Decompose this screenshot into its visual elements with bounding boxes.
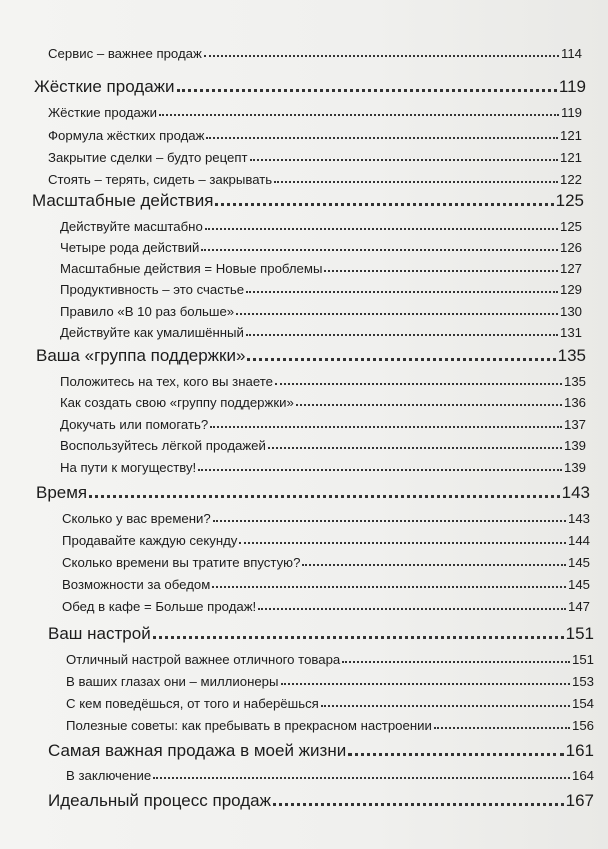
toc-chapter <box>34 77 586 97</box>
dot-leader <box>153 777 570 779</box>
toc-chapter <box>48 791 594 811</box>
toc-entry <box>62 532 590 548</box>
dot-leader <box>215 203 553 206</box>
toc-page-number: 137 <box>563 416 586 432</box>
toc-page-number: 136 <box>563 394 586 410</box>
toc-title: В ваших глазах они – миллионеры <box>66 673 279 689</box>
toc-chapter <box>36 346 586 366</box>
toc-page-number: 122 <box>559 171 582 187</box>
toc-page-number: 126 <box>559 239 582 255</box>
toc-entry <box>60 373 586 389</box>
toc-entry <box>66 651 594 667</box>
toc-title: Продавайте каждую секунду <box>62 532 238 548</box>
toc-chapter <box>32 191 584 211</box>
toc-page-number: 135 <box>557 346 586 365</box>
dot-leader <box>246 291 558 293</box>
toc-entry <box>60 260 582 276</box>
toc-entry <box>60 303 582 319</box>
toc-page-number: 145 <box>567 554 590 570</box>
toc-entry <box>48 127 582 143</box>
dot-leader <box>434 727 570 729</box>
toc-page-number: 131 <box>559 324 582 340</box>
dot-leader <box>153 636 564 639</box>
dot-leader <box>206 137 558 139</box>
toc-page-number: 156 <box>571 717 594 733</box>
toc-page-number: 119 <box>560 104 582 120</box>
toc-entry <box>60 239 582 255</box>
toc-title: Идеальный процесс продаж <box>48 791 271 810</box>
dot-leader <box>321 705 570 707</box>
toc-page-number: 114 <box>560 45 582 61</box>
toc-title: Отличный настрой важнее отличного товара <box>66 651 341 667</box>
toc-page-number: 121 <box>559 127 582 143</box>
toc-title: Правило «В 10 раз больше» <box>60 303 235 319</box>
toc-chapter <box>48 624 594 644</box>
toc-title: Закрытие сделки – будто рецепт <box>48 149 248 165</box>
dot-leader <box>324 270 558 272</box>
toc-title: Жёсткие продажи <box>48 104 158 120</box>
dot-leader <box>275 383 562 385</box>
dot-leader <box>177 89 557 92</box>
toc-title: Возможности за обедом <box>62 576 211 592</box>
dot-leader <box>296 404 562 406</box>
toc-entry <box>48 104 582 120</box>
toc-title: Ваша «группа поддержки» <box>36 346 246 365</box>
toc-page-number: 125 <box>555 191 584 210</box>
toc-page-number: 143 <box>561 483 590 502</box>
toc-title: Обед в кафе = Больше продаж! <box>62 598 257 614</box>
toc-page-number: 164 <box>571 767 594 783</box>
toc-entry <box>48 149 582 165</box>
toc-page-number: 154 <box>571 695 594 711</box>
dot-leader <box>204 55 559 57</box>
dot-leader <box>274 181 558 183</box>
toc-title: Сколько у вас времени? <box>62 510 211 526</box>
toc-title: Действуйте как умалишённый <box>60 324 244 340</box>
toc-entry <box>60 394 586 410</box>
toc-page-number: 143 <box>567 510 590 526</box>
dot-leader <box>213 520 566 522</box>
toc-title: Масштабные действия = Новые проблемы <box>60 260 323 276</box>
toc-title: Ваш настрой <box>48 624 151 643</box>
toc-title: Действуйте масштабно <box>60 218 203 234</box>
toc-page-number: 151 <box>565 624 594 643</box>
toc-page-number: 139 <box>563 437 586 453</box>
toc-page-number: 153 <box>571 673 594 689</box>
toc-page-number: 151 <box>571 651 594 667</box>
dot-leader <box>281 683 570 685</box>
toc-title: Жёсткие продажи <box>34 77 175 96</box>
toc-entry <box>60 324 582 340</box>
toc-title: Формула жёстких продаж <box>48 127 205 143</box>
toc-entry <box>60 281 582 297</box>
dot-leader <box>205 228 558 230</box>
toc-entry <box>60 437 586 453</box>
toc-title: На пути к могуществу! <box>60 459 197 475</box>
toc-entry <box>62 576 590 592</box>
toc-page-number: 130 <box>559 303 582 319</box>
dot-leader <box>89 495 559 498</box>
toc-page-number: 167 <box>565 791 594 810</box>
toc-title: Масштабные действия <box>32 191 214 210</box>
dot-leader <box>273 803 564 806</box>
dot-leader <box>342 661 570 663</box>
toc-entry <box>62 598 590 614</box>
toc-chapter <box>48 741 594 761</box>
dot-leader <box>159 114 559 116</box>
toc-entry <box>62 510 590 526</box>
dot-leader <box>198 469 562 471</box>
dot-leader <box>212 586 566 588</box>
dot-leader <box>247 358 555 361</box>
toc-page-number: 119 <box>558 77 586 96</box>
dot-leader <box>258 608 566 610</box>
toc-title: Четыре рода действий <box>60 239 200 255</box>
toc-page-number: 139 <box>563 459 586 475</box>
toc-entry <box>60 218 582 234</box>
toc-title: Время <box>36 483 88 502</box>
toc-page-number: 144 <box>567 532 590 548</box>
dot-leader <box>246 334 558 336</box>
toc-page-number: 135 <box>563 373 586 389</box>
toc-entry <box>48 45 582 61</box>
toc-page-number: 145 <box>567 576 590 592</box>
dot-leader <box>302 564 566 566</box>
dot-leader <box>268 447 562 449</box>
toc-page-number: 129 <box>559 281 582 297</box>
toc-title: Докучать или помогать? <box>60 416 209 432</box>
toc-title: С кем поведёшься, от того и наберёшься <box>66 695 319 711</box>
dot-leader <box>236 313 558 315</box>
toc-title: Продуктивность – это счастье <box>60 281 245 297</box>
toc-title: Положитесь на тех, кого вы знаете <box>60 373 273 389</box>
toc-page-number: 125 <box>559 218 582 234</box>
toc-entry <box>66 767 594 783</box>
toc-entry <box>60 459 586 475</box>
toc-chapter <box>36 483 590 503</box>
dot-leader <box>239 542 566 544</box>
toc-entry <box>60 416 586 432</box>
dot-leader <box>201 249 558 251</box>
toc-page-number: 147 <box>567 598 590 614</box>
toc-page-number: 161 <box>565 741 594 760</box>
toc-title: Сервис – важнее продаж <box>48 45 202 61</box>
dot-leader <box>348 753 563 756</box>
toc-entry <box>66 695 594 711</box>
toc-title: Как создать свою «группу поддержки» <box>60 394 294 410</box>
toc-title: Самая важная продажа в моей жизни <box>48 741 347 760</box>
toc-title: Сколько времени вы тратите впустую? <box>62 554 301 570</box>
dot-leader <box>250 159 558 161</box>
toc-title: Полезные советы: как пребывать в прекрасном настроении <box>66 717 432 733</box>
dot-leader <box>210 426 562 428</box>
toc-title: Стоять – терять, сидеть – закрывать <box>48 171 273 187</box>
toc-entry <box>62 554 590 570</box>
toc-entry <box>66 717 594 733</box>
toc-entry <box>48 171 582 187</box>
toc-page-number: 121 <box>559 149 582 165</box>
toc-title: Воспользуйтесь лёгкой продажей <box>60 437 266 453</box>
toc-page-number: 127 <box>559 260 582 276</box>
toc-entry <box>66 673 594 689</box>
toc-title: В заключение <box>66 767 152 783</box>
